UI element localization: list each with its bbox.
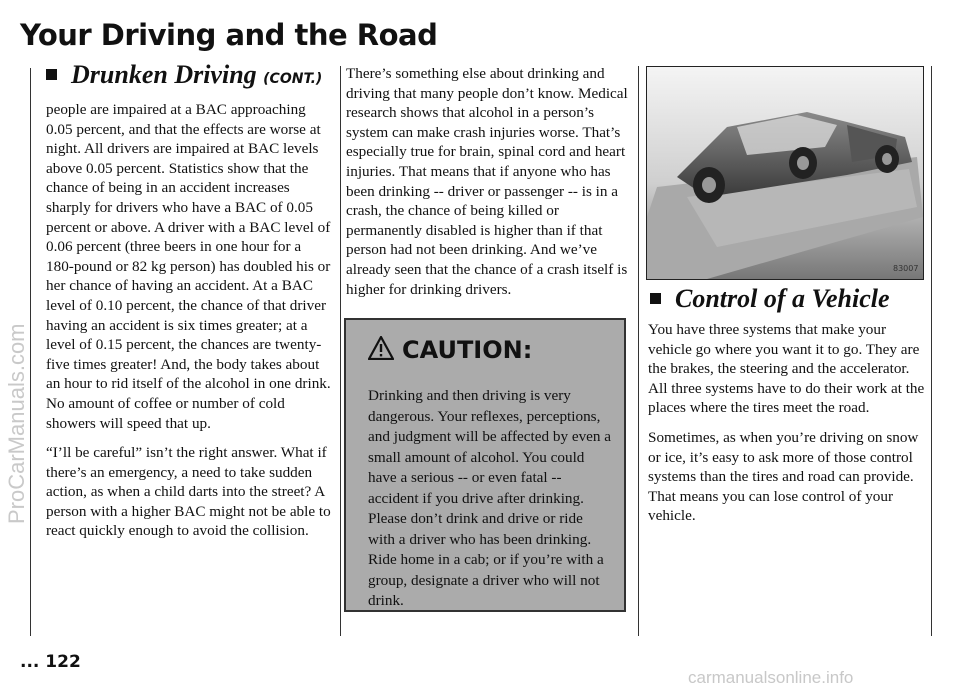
column-1-body xyxy=(46,100,332,551)
bullet-square-icon xyxy=(650,293,661,304)
caution-body: Drinking and then driving is very dangerous. Your reflexes, perceptions, and judgment will be affected by even a small amount of alcohol. You could have a serious -- or even fatal -- accident if you drive after drinking. Please don’t drink and drive or ride with a driver who has been drinking. Ride home in a cab; or if you’re with a group, designate a driver who will not drink. xyxy=(368,387,612,609)
page-header: Your Driving and the Road xyxy=(20,18,438,52)
paragraph: people are impaired at a BAC approaching 0.05 percent, and that the effects are worse at night. All drivers are impaired at BAC levels above 0.05 percent. Statistics show that the chance of being in an accident increases sharply for drivers who have a BAC of 0.05 percent or above. A driver with a BAC level of 0.06 percent (three beers in one hour for a 180-pound or 82 kg person) has doubled his or her chance of having an accident. At a BAC level of 0.10 percent, the chance of that driver having an accident is six times greater; at a level of 0.15 percent, the chances are twenty-five times greater! And, the body takes about an hour to rid itself of the alcohol in one drink. No amount of coffee or number of cold showers will speed that up. xyxy=(46,101,331,432)
paragraph: You have three systems that make your vehicle go where you want it to go. They are the brakes, the steering and the accelerator. All three systems have to do their work at the places where the tires meet the road. xyxy=(648,321,925,417)
section-title-text: Control of a Vehicle xyxy=(675,284,890,313)
section-title-text: Drunken Driving xyxy=(71,60,257,89)
paragraph: There’s something else about drinking and driving that many people don’t know. Medical research shows that alcohol in a person’s system can make crash injuries worse. That’s especially true for brain, spinal cord and heart injuries. That means that if anyone who has been drinking -- driver or passenger -- is in a crash, the chance of being killed or permanently disabled is higher than if that person had not been drinking. And we’ve already seen that the chance of a crash itself is higher for drinking drivers. xyxy=(346,65,628,298)
column-divider-middle xyxy=(340,66,341,636)
section-title-control-of-a-vehicle xyxy=(650,284,890,314)
page-number xyxy=(20,652,81,672)
section-title-drunken-driving xyxy=(46,60,322,90)
bullet-square-icon xyxy=(46,69,57,80)
vehicle-tires-illustration xyxy=(646,66,924,280)
figure-code: 83007 xyxy=(893,264,919,273)
page-number-text: 122 xyxy=(45,652,81,672)
caution-heading-text: CAUTION: xyxy=(402,336,533,364)
column-2-body xyxy=(346,64,632,309)
paragraph: “I’ll be careful” isn’t the right answer. What if there’s an emergency, a need to take sudden action, as when a child darts into the street? A person with a higher BAC might not be able to react quickly enough to avoid the collision. xyxy=(46,444,331,540)
column-divider-left xyxy=(30,68,31,636)
caution-heading xyxy=(368,336,532,364)
watermark-left: ProCarManuals.com xyxy=(4,323,29,524)
footer-dots: ... xyxy=(20,652,40,672)
column-divider-right xyxy=(638,66,639,636)
car-on-road-illustration xyxy=(647,67,923,279)
column-divider-far-right xyxy=(931,66,932,636)
caution-box xyxy=(344,318,626,612)
paragraph: Sometimes, as when you’re driving on snow or ice, it’s easy to ask more of those control systems than the tires and road can provide. That means you can lose control of your vehicle. xyxy=(648,428,919,525)
column-3-body xyxy=(648,320,928,536)
section-title-suffix: (CONT.) xyxy=(263,71,323,87)
watermark-bottom: carmanualsonline.info xyxy=(688,668,854,687)
warning-triangle-icon xyxy=(368,336,394,360)
